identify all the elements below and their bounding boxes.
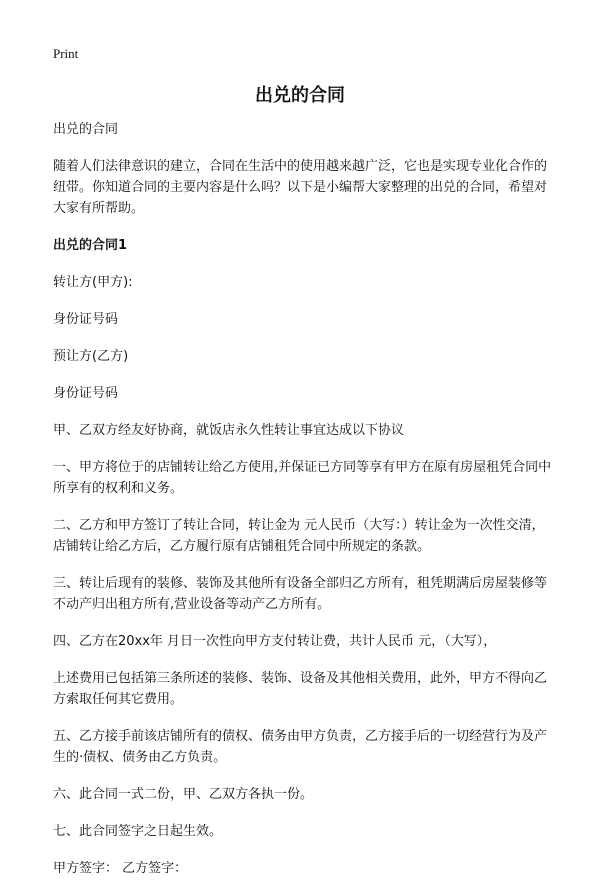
clause-6: 六、此合同一式二份，甲、乙双方各执一份。 (53, 787, 314, 802)
agreement-preamble: 甲、乙双方经友好协商，就饭店永久性转让事宜达成以下协议 (53, 423, 405, 438)
party-a-line: 转让方(甲方): (53, 275, 133, 290)
clause-7: 七、此合同签字之日起生效。 (53, 824, 223, 839)
clause-1: 一、甲方将位于的店铺转让给乙方使用,并保证已方同等享有甲方在原有房屋租凭合同中所享有的权利和义务。 (53, 460, 552, 496)
section-heading: 出兑的合同1 (53, 238, 128, 253)
print-link[interactable]: Print (53, 46, 79, 61)
clause-5: 五、乙方接手前该店铺所有的债权、债务由甲方负责，乙方接手后的一切经营行为及产生的·债权、债务由乙方负责。 (53, 729, 548, 765)
clause-4-continued: 上述费用已包括第三条所述的装修、装饰、设备及其他相关费用，此外，甲方不得向乙方索取任何其它费用。 (53, 671, 548, 707)
clause-2: 二、乙方和甲方签订了转让合同，转让金为 元人民币（大写：）转让金为一次性交清，店铺转让给乙方后，乙方履行原有店铺租凭合同中所规定的条款。 (53, 518, 545, 554)
party-a-id-line: 身份证号码 (53, 312, 119, 327)
document-body (53, 119, 553, 895)
intro-heading: 出兑的合同 (53, 122, 119, 137)
clause-3: 三、转让后现有的装修、装饰及其他所有设备全部归乙方所有，租凭期满后房屋装修等不动产归出租方所有,营业设备等动产乙方所有。 (53, 576, 548, 612)
document-title: 出兑的合同 (255, 85, 345, 106)
clause-4: 四、乙方在20xx年 月日一次性向甲方支付转让费，共计人民币 元，（大写）， (53, 634, 497, 649)
party-b-id-line: 身份证号码 (53, 386, 119, 401)
party-b-line: 预让方(乙方) (53, 349, 129, 364)
intro-paragraph: 随着人们法律意识的建立，合同在生活中的使用越来越广泛，它也是实现专业化合作的纽带。你知道合同的主要内容是什么吗？以下是小编帮大家整理的出兑的合同，希望对大家有所帮助。 (53, 159, 548, 216)
signature-line: 甲方签字： 乙方签字： (53, 861, 188, 876)
